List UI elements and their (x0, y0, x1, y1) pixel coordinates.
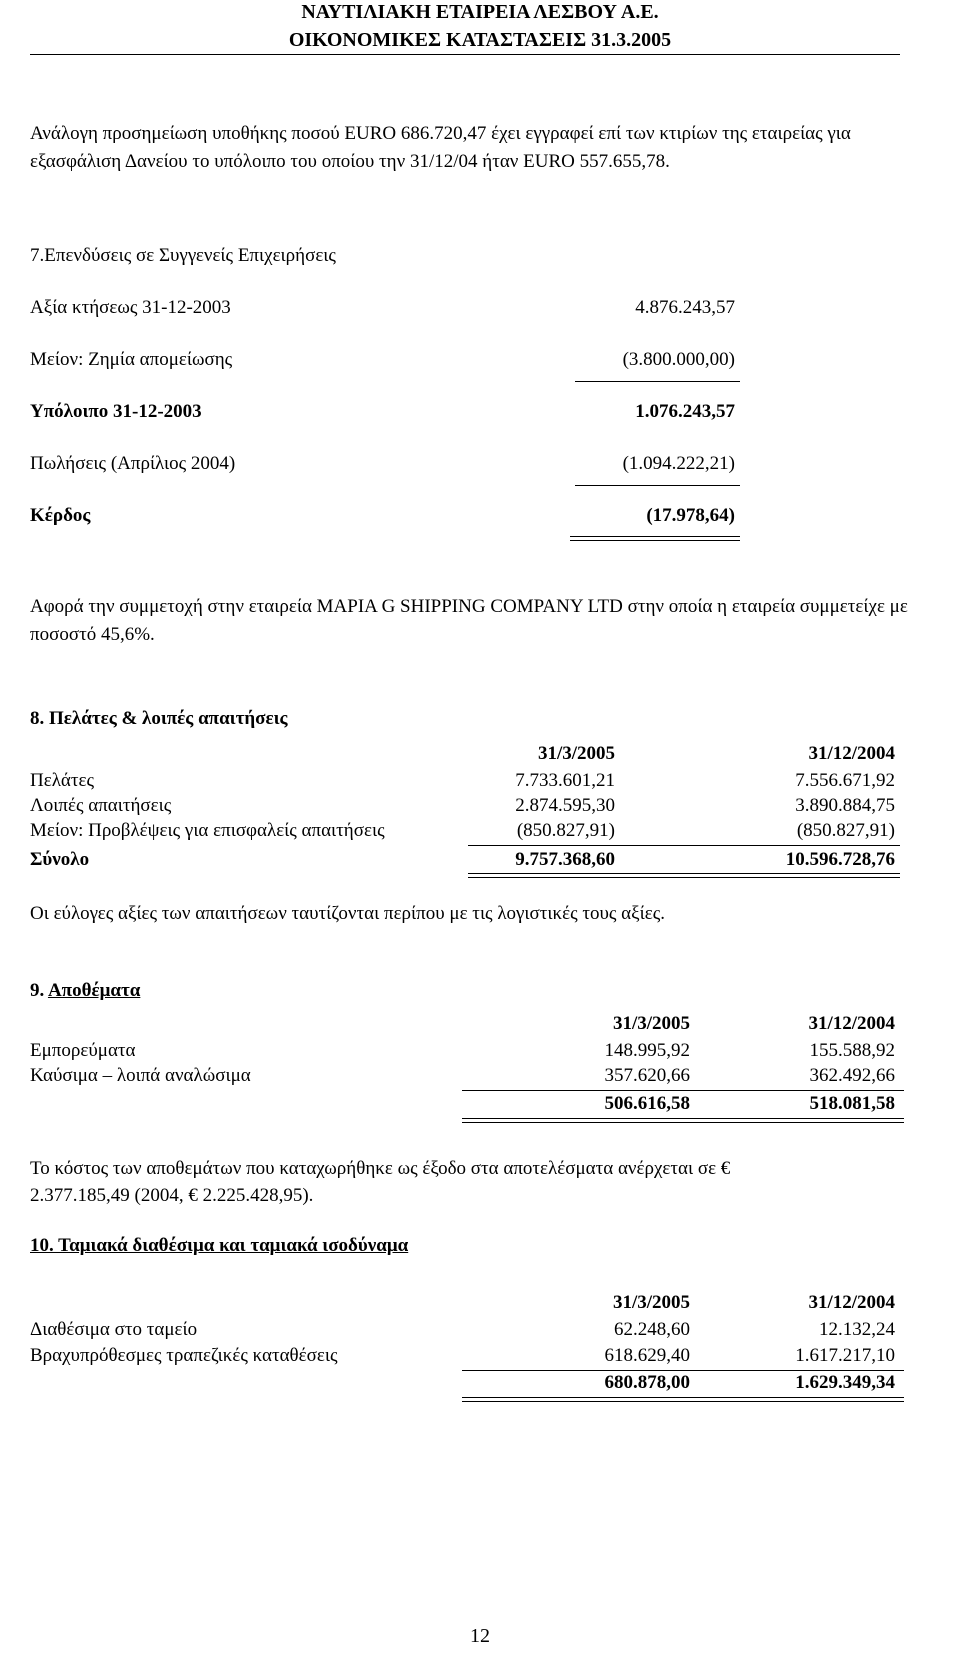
company-title: ΝΑΥΤΙΛΙΑΚΗ ΕΤΑΙΡΕΙΑ ΛΕΣΒΟΥ Α.Ε. (301, 1, 659, 23)
subtotal-rule (468, 845, 900, 846)
s7-row-label: Μείον: Ζημία απομείωσης (30, 349, 233, 370)
s7-row-label: Αξία κτήσεως 31-12-2003 (30, 297, 231, 318)
section7-note: Αφορά την συμμετοχή στην εταιρεία MAPIA G SHIPPING COMPANY LTD στην οποία η εταιρεία συμμετείχε με ποσοστό 45,6%. (30, 596, 908, 645)
subtotal-rule (575, 485, 740, 486)
col-header-2004: 31/12/2004 (808, 1013, 895, 1034)
s7-row-value: (17.978,64) (646, 505, 735, 526)
col-header-2004: 31/12/2004 (808, 1292, 895, 1313)
s8-row-v1: 7.733.601,21 (515, 770, 615, 791)
s8-total-v2: 10.596.728,76 (785, 849, 895, 870)
s7-row-label: Υπόλοιπο 31-12-2003 (30, 401, 202, 422)
s7-row-value: 1.076.243,57 (635, 401, 735, 422)
statement-title: ΟΙΚΟΝΟΜΙΚΕΣ ΚΑΤΑΣΤΑΣΕΙΣ 31.3.2005 (288, 29, 672, 51)
s9-total-v2: 518.081,58 (809, 1093, 895, 1114)
total-double-rule (462, 1397, 904, 1402)
col-header-2005: 31/3/2005 (612, 1292, 690, 1313)
s7-row-value: (3.800.000,00) (622, 349, 735, 370)
section9-title: Αποθέματα (47, 980, 141, 1001)
s8-row-v1: 2.874.595,30 (515, 795, 615, 816)
s8-total-label: Σύνολο (30, 849, 90, 870)
header-rule (30, 54, 900, 55)
s8-row-v1: (850.827,91) (516, 820, 615, 841)
total-double-rule (462, 1118, 904, 1123)
col-header-2005: 31/3/2005 (537, 743, 615, 764)
s10-row-v1: 618.629,40 (604, 1345, 690, 1366)
s9-row-v2: 362.492,66 (809, 1065, 895, 1086)
s7-row-value: 4.876.243,57 (635, 297, 735, 318)
subtotal-rule (575, 381, 740, 382)
total-double-rule (468, 873, 900, 878)
s7-row-label: Πωλήσεις (Απρίλιος 2004) (30, 453, 236, 474)
section7-heading: 7.Επενδύσεις σε Συγγενείς Επιχειρήσεις (30, 245, 336, 266)
s9-row-v2: 155.588,92 (809, 1040, 895, 1061)
s10-row-label: Διαθέσιμα στο ταμείο (30, 1319, 198, 1340)
subtotal-rule (462, 1090, 904, 1091)
s10-row-v2: 1.617.217,10 (795, 1345, 895, 1366)
col-header-2005: 31/3/2005 (612, 1013, 690, 1034)
s10-total-v2: 1.629.349,34 (795, 1372, 895, 1393)
s8-row-label: Λοιπές απαιτήσεις (30, 795, 172, 816)
section8-heading: 8. Πελάτες & λοιπές απαιτήσεις (30, 708, 288, 729)
section9-note-line1: Το κόστος των αποθεμάτων που καταχωρήθηκε ως έξοδο στα αποτελέσματα ανέρχεται σε € (30, 1158, 731, 1179)
s8-row-v2: (850.827,91) (796, 820, 895, 841)
s10-row-v1: 62.248,60 (614, 1319, 690, 1340)
s8-row-v2: 7.556.671,92 (795, 770, 895, 791)
s9-row-label: Εμπορεύματα (30, 1040, 136, 1061)
s9-row-v1: 357.620,66 (604, 1065, 690, 1086)
subtotal-rule (462, 1370, 904, 1371)
intro-paragraph: Ανάλογη προσημείωση υποθήκης ποσού EURO 686.720,47 έχει εγγραφεί επί των κτιρίων της εταιρείας για εξασφάλιση Δανείου το υπόλοιπο του οποίου την 31/12/04 ήταν EURO 557.655,78. (30, 123, 851, 172)
section9-note-line2: 2.377.185,49 (2004, € 2.225.428,95). (30, 1185, 314, 1206)
col-header-2004: 31/12/2004 (808, 743, 895, 764)
s9-row-label: Καύσιμα – λοιπά αναλώσιμα (30, 1065, 251, 1086)
s8-row-label: Μείον: Προβλέψεις για επισφαλείς απαιτήσεις (30, 820, 385, 841)
s9-total-v1: 506.616,58 (604, 1093, 690, 1114)
s10-row-label: Βραχυπρόθεσμες τραπεζικές καταθέσεις (30, 1345, 338, 1366)
s10-total-v1: 680.878,00 (604, 1372, 690, 1393)
s8-total-v1: 9.757.368,60 (515, 849, 615, 870)
section8-note: Οι εύλογες αξίες των απαιτήσεων ταυτίζονται περίπου με τις λογιστικές τους αξίες. (30, 903, 665, 924)
s8-row-label: Πελάτες (30, 770, 95, 791)
s8-row-v2: 3.890.884,75 (795, 795, 895, 816)
total-double-rule (570, 536, 740, 541)
section9-number: 9. (30, 980, 45, 1001)
page-number: 12 (470, 1625, 490, 1647)
s7-row-label: Κέρδος (30, 505, 91, 526)
s7-row-value: (1.094.222,21) (622, 453, 735, 474)
s10-row-v2: 12.132,24 (819, 1319, 895, 1340)
section10-heading: 10. Ταμιακά διαθέσιμα και ταμιακά ισοδύναμα (30, 1235, 409, 1256)
s9-row-v1: 148.995,92 (604, 1040, 690, 1061)
section9-heading (30, 980, 140, 1003)
